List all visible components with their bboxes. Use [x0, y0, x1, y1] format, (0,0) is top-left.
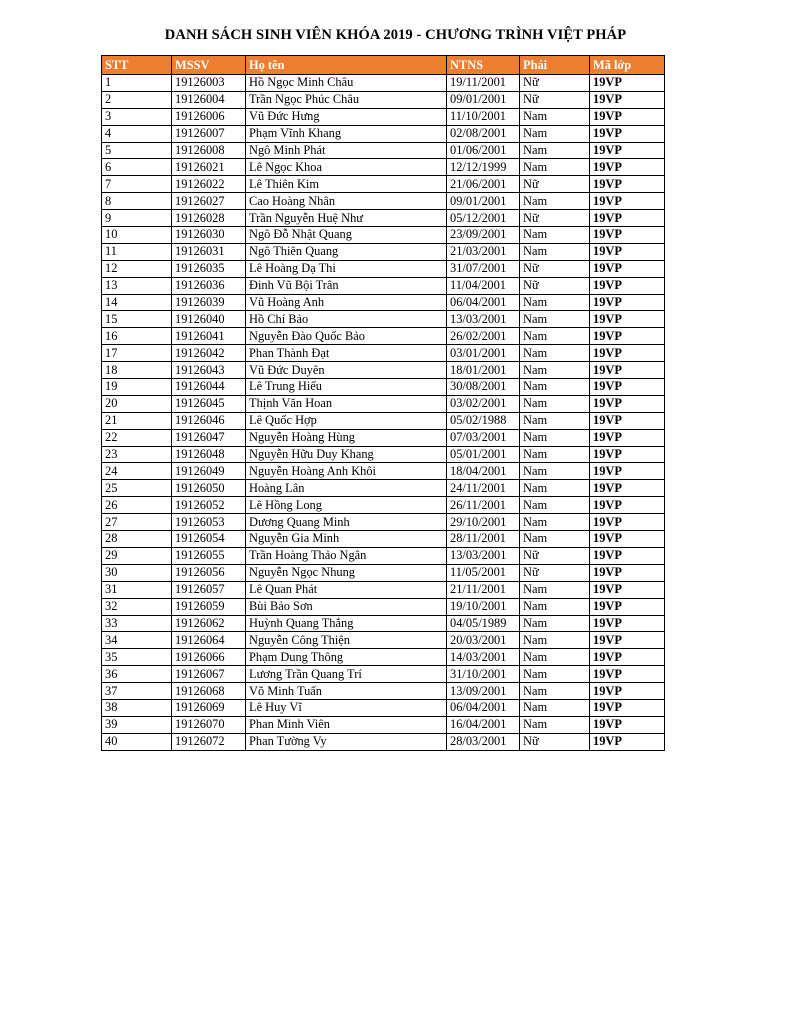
- cell-dob: 18/04/2001: [447, 463, 520, 480]
- cell-stt: 7: [102, 176, 172, 193]
- cell-stt: 38: [102, 699, 172, 716]
- cell-dob: 06/04/2001: [447, 294, 520, 311]
- cell-stt: 15: [102, 311, 172, 328]
- cell-name: Bùi Bảo Sơn: [246, 598, 447, 615]
- cell-dob: 11/04/2001: [447, 277, 520, 294]
- cell-stt: 8: [102, 193, 172, 210]
- cell-gender: Nam: [520, 615, 590, 632]
- cell-dob: 13/03/2001: [447, 311, 520, 328]
- cell-mssv: 19126072: [172, 733, 246, 750]
- cell-stt: 35: [102, 649, 172, 666]
- cell-name: Phạm Dung Thông: [246, 649, 447, 666]
- cell-dob: 16/04/2001: [447, 716, 520, 733]
- cell-stt: 29: [102, 547, 172, 564]
- cell-name: Trần Hoàng Thảo Ngân: [246, 547, 447, 564]
- cell-gender: Nam: [520, 716, 590, 733]
- cell-gender: Nam: [520, 531, 590, 548]
- cell-stt: 14: [102, 294, 172, 311]
- cell-dob: 05/12/2001: [447, 210, 520, 227]
- cell-dob: 31/07/2001: [447, 260, 520, 277]
- cell-gender: Nam: [520, 598, 590, 615]
- cell-class: 19VP: [590, 632, 665, 649]
- cell-gender: Nam: [520, 480, 590, 497]
- cell-mssv: 19126068: [172, 683, 246, 700]
- cell-name: Võ Minh Tuấn: [246, 683, 447, 700]
- cell-stt: 32: [102, 598, 172, 615]
- cell-stt: 31: [102, 581, 172, 598]
- cell-gender: Nam: [520, 142, 590, 159]
- table-row: [102, 446, 665, 463]
- cell-class: 19VP: [590, 243, 665, 260]
- cell-stt: 36: [102, 666, 172, 683]
- cell-dob: 19/11/2001: [447, 75, 520, 92]
- cell-name: Ngô Minh Phát: [246, 142, 447, 159]
- cell-stt: 33: [102, 615, 172, 632]
- cell-mssv: 19126035: [172, 260, 246, 277]
- cell-dob: 07/03/2001: [447, 429, 520, 446]
- cell-name: Hoàng Lân: [246, 480, 447, 497]
- cell-class: 19VP: [590, 649, 665, 666]
- cell-mssv: 19126030: [172, 227, 246, 244]
- cell-name: Hồ Chí Bảo: [246, 311, 447, 328]
- cell-class: 19VP: [590, 683, 665, 700]
- cell-class: 19VP: [590, 581, 665, 598]
- cell-name: Nguyễn Công Thiện: [246, 632, 447, 649]
- cell-class: 19VP: [590, 159, 665, 176]
- column-header-class: Mã lớp: [590, 56, 665, 75]
- cell-class: 19VP: [590, 125, 665, 142]
- cell-class: 19VP: [590, 699, 665, 716]
- cell-gender: Nam: [520, 193, 590, 210]
- cell-class: 19VP: [590, 379, 665, 396]
- cell-gender: Nam: [520, 311, 590, 328]
- cell-class: 19VP: [590, 362, 665, 379]
- table-row: [102, 260, 665, 277]
- cell-mssv: 19126004: [172, 91, 246, 108]
- cell-name: Lê Trung Hiếu: [246, 379, 447, 396]
- cell-class: 19VP: [590, 446, 665, 463]
- cell-mssv: 19126067: [172, 666, 246, 683]
- cell-name: Lê Quốc Hợp: [246, 412, 447, 429]
- cell-mssv: 19126066: [172, 649, 246, 666]
- cell-gender: Nam: [520, 159, 590, 176]
- cell-gender: Nữ: [520, 733, 590, 750]
- cell-gender: Nam: [520, 463, 590, 480]
- cell-name: Nguyễn Hoàng Anh Khôi: [246, 463, 447, 480]
- cell-stt: 28: [102, 531, 172, 548]
- cell-class: 19VP: [590, 564, 665, 581]
- cell-mssv: 19126056: [172, 564, 246, 581]
- cell-gender: Nữ: [520, 210, 590, 227]
- cell-gender: Nam: [520, 345, 590, 362]
- table-row: [102, 733, 665, 750]
- cell-dob: 28/11/2001: [447, 531, 520, 548]
- cell-stt: 22: [102, 429, 172, 446]
- table-body: [102, 75, 665, 751]
- cell-stt: 3: [102, 108, 172, 125]
- cell-name: Nguyễn Hoàng Hùng: [246, 429, 447, 446]
- cell-class: 19VP: [590, 227, 665, 244]
- cell-class: 19VP: [590, 531, 665, 548]
- table-row: [102, 716, 665, 733]
- cell-name: Lê Hồng Long: [246, 497, 447, 514]
- cell-mssv: 19126039: [172, 294, 246, 311]
- cell-dob: 26/11/2001: [447, 497, 520, 514]
- cell-class: 19VP: [590, 75, 665, 92]
- table-row: [102, 210, 665, 227]
- cell-dob: 21/06/2001: [447, 176, 520, 193]
- cell-mssv: 19126006: [172, 108, 246, 125]
- cell-dob: 05/02/1988: [447, 412, 520, 429]
- cell-mssv: 19126031: [172, 243, 246, 260]
- cell-gender: Nam: [520, 108, 590, 125]
- column-header-dob: NTNS: [447, 56, 520, 75]
- cell-class: 19VP: [590, 666, 665, 683]
- cell-gender: Nam: [520, 412, 590, 429]
- cell-gender: Nam: [520, 683, 590, 700]
- cell-class: 19VP: [590, 311, 665, 328]
- cell-gender: Nam: [520, 514, 590, 531]
- cell-gender: Nam: [520, 294, 590, 311]
- cell-dob: 21/11/2001: [447, 581, 520, 598]
- cell-dob: 11/10/2001: [447, 108, 520, 125]
- table-row: [102, 243, 665, 260]
- table-row: [102, 497, 665, 514]
- cell-mssv: 19126008: [172, 142, 246, 159]
- cell-dob: 02/08/2001: [447, 125, 520, 142]
- cell-dob: 09/01/2001: [447, 193, 520, 210]
- table-row: [102, 531, 665, 548]
- cell-name: Cao Hoàng Nhân: [246, 193, 447, 210]
- cell-stt: 16: [102, 328, 172, 345]
- cell-mssv: 19126045: [172, 395, 246, 412]
- table-row: [102, 328, 665, 345]
- cell-dob: 23/09/2001: [447, 227, 520, 244]
- table-row: [102, 429, 665, 446]
- cell-mssv: 19126003: [172, 75, 246, 92]
- cell-class: 19VP: [590, 294, 665, 311]
- cell-name: Nguyễn Đào Quốc Bảo: [246, 328, 447, 345]
- cell-gender: Nam: [520, 497, 590, 514]
- cell-gender: Nam: [520, 125, 590, 142]
- cell-stt: 26: [102, 497, 172, 514]
- cell-dob: 30/08/2001: [447, 379, 520, 396]
- table-row: [102, 699, 665, 716]
- cell-name: Vũ Hoàng Anh: [246, 294, 447, 311]
- cell-dob: 03/01/2001: [447, 345, 520, 362]
- table-row: [102, 412, 665, 429]
- cell-mssv: 19126069: [172, 699, 246, 716]
- cell-name: Thịnh Văn Hoan: [246, 395, 447, 412]
- table-row: [102, 91, 665, 108]
- cell-name: Nguyễn Gia Minh: [246, 531, 447, 548]
- cell-stt: 19: [102, 379, 172, 396]
- cell-class: 19VP: [590, 210, 665, 227]
- table-row: [102, 615, 665, 632]
- cell-mssv: 19126064: [172, 632, 246, 649]
- cell-name: Đinh Vũ Bội Trân: [246, 277, 447, 294]
- cell-class: 19VP: [590, 395, 665, 412]
- cell-dob: 06/04/2001: [447, 699, 520, 716]
- cell-name: Ngô Thiên Quang: [246, 243, 447, 260]
- cell-class: 19VP: [590, 716, 665, 733]
- cell-gender: Nữ: [520, 75, 590, 92]
- cell-dob: 26/02/2001: [447, 328, 520, 345]
- cell-stt: 10: [102, 227, 172, 244]
- cell-name: Dương Quang Minh: [246, 514, 447, 531]
- table-row: [102, 547, 665, 564]
- cell-gender: Nam: [520, 362, 590, 379]
- table-row: [102, 108, 665, 125]
- cell-gender: Nữ: [520, 91, 590, 108]
- cell-gender: Nam: [520, 632, 590, 649]
- cell-class: 19VP: [590, 733, 665, 750]
- cell-stt: 24: [102, 463, 172, 480]
- cell-stt: 27: [102, 514, 172, 531]
- cell-mssv: 19126057: [172, 581, 246, 598]
- cell-mssv: 19126062: [172, 615, 246, 632]
- cell-stt: 1: [102, 75, 172, 92]
- cell-dob: 01/06/2001: [447, 142, 520, 159]
- cell-dob: 12/12/1999: [447, 159, 520, 176]
- cell-mssv: 19126059: [172, 598, 246, 615]
- table-row: [102, 581, 665, 598]
- cell-gender: Nữ: [520, 277, 590, 294]
- cell-class: 19VP: [590, 142, 665, 159]
- cell-mssv: 19126050: [172, 480, 246, 497]
- cell-stt: 39: [102, 716, 172, 733]
- cell-mssv: 19126053: [172, 514, 246, 531]
- cell-dob: 24/11/2001: [447, 480, 520, 497]
- cell-mssv: 19126070: [172, 716, 246, 733]
- cell-stt: 25: [102, 480, 172, 497]
- cell-mssv: 19126040: [172, 311, 246, 328]
- table-row: [102, 142, 665, 159]
- cell-stt: 2: [102, 91, 172, 108]
- cell-stt: 4: [102, 125, 172, 142]
- cell-mssv: 19126049: [172, 463, 246, 480]
- cell-dob: 31/10/2001: [447, 666, 520, 683]
- cell-name: Lê Ngọc Khoa: [246, 159, 447, 176]
- cell-stt: 34: [102, 632, 172, 649]
- table-row: [102, 632, 665, 649]
- cell-stt: 20: [102, 395, 172, 412]
- table-row: [102, 683, 665, 700]
- cell-gender: Nam: [520, 446, 590, 463]
- cell-name: Phan Thành Đạt: [246, 345, 447, 362]
- table-row: [102, 125, 665, 142]
- cell-name: Lê Quan Phát: [246, 581, 447, 598]
- cell-dob: 20/03/2001: [447, 632, 520, 649]
- cell-mssv: 19126022: [172, 176, 246, 193]
- cell-gender: Nữ: [520, 176, 590, 193]
- cell-name: Lê Hoàng Dạ Thi: [246, 260, 447, 277]
- cell-gender: Nam: [520, 429, 590, 446]
- cell-class: 19VP: [590, 260, 665, 277]
- table-row: [102, 564, 665, 581]
- table-row: [102, 514, 665, 531]
- cell-class: 19VP: [590, 463, 665, 480]
- table-row: [102, 480, 665, 497]
- table-row: [102, 345, 665, 362]
- cell-mssv: 19126042: [172, 345, 246, 362]
- table-row: [102, 395, 665, 412]
- cell-class: 19VP: [590, 108, 665, 125]
- cell-stt: 12: [102, 260, 172, 277]
- cell-class: 19VP: [590, 480, 665, 497]
- page-title: DANH SÁCH SINH VIÊN KHÓA 2019 - CHƯƠNG TRÌNH VIỆT PHÁP: [164, 27, 627, 43]
- cell-stt: 21: [102, 412, 172, 429]
- cell-mssv: 19126036: [172, 277, 246, 294]
- cell-dob: 13/09/2001: [447, 683, 520, 700]
- cell-mssv: 19126027: [172, 193, 246, 210]
- cell-stt: 9: [102, 210, 172, 227]
- student-table: [101, 55, 665, 751]
- cell-class: 19VP: [590, 193, 665, 210]
- cell-class: 19VP: [590, 176, 665, 193]
- cell-mssv: 19126054: [172, 531, 246, 548]
- cell-mssv: 19126043: [172, 362, 246, 379]
- cell-class: 19VP: [590, 91, 665, 108]
- cell-class: 19VP: [590, 497, 665, 514]
- cell-dob: 11/05/2001: [447, 564, 520, 581]
- table-row: [102, 227, 665, 244]
- cell-stt: 11: [102, 243, 172, 260]
- cell-gender: Nữ: [520, 260, 590, 277]
- cell-name: Nguyễn Hữu Duy Khang: [246, 446, 447, 463]
- cell-dob: 18/01/2001: [447, 362, 520, 379]
- cell-stt: 13: [102, 277, 172, 294]
- column-header-mssv: MSSV: [172, 56, 246, 75]
- cell-dob: 28/03/2001: [447, 733, 520, 750]
- table-row: [102, 649, 665, 666]
- cell-dob: 14/03/2001: [447, 649, 520, 666]
- cell-mssv: 19126048: [172, 446, 246, 463]
- table-row: [102, 176, 665, 193]
- cell-mssv: 19126041: [172, 328, 246, 345]
- column-header-gender: Phái: [520, 56, 590, 75]
- cell-gender: Nam: [520, 243, 590, 260]
- table-row: [102, 379, 665, 396]
- cell-gender: Nam: [520, 699, 590, 716]
- cell-dob: 19/10/2001: [447, 598, 520, 615]
- cell-name: Trần Ngọc Phúc Châu: [246, 91, 447, 108]
- cell-stt: 6: [102, 159, 172, 176]
- cell-name: Lê Thiên Kim: [246, 176, 447, 193]
- cell-stt: 18: [102, 362, 172, 379]
- column-header-name: Họ tên: [246, 56, 447, 75]
- table-row: [102, 463, 665, 480]
- cell-mssv: 19126007: [172, 125, 246, 142]
- cell-mssv: 19126028: [172, 210, 246, 227]
- cell-name: Trần Nguyễn Huệ Như: [246, 210, 447, 227]
- cell-name: Vũ Đức Duyên: [246, 362, 447, 379]
- table-row: [102, 598, 665, 615]
- cell-dob: 13/03/2001: [447, 547, 520, 564]
- cell-name: Nguyễn Ngọc Nhung: [246, 564, 447, 581]
- cell-dob: 03/02/2001: [447, 395, 520, 412]
- cell-class: 19VP: [590, 547, 665, 564]
- cell-dob: 21/03/2001: [447, 243, 520, 260]
- cell-gender: Nữ: [520, 547, 590, 564]
- cell-gender: Nam: [520, 227, 590, 244]
- cell-class: 19VP: [590, 277, 665, 294]
- cell-mssv: 19126021: [172, 159, 246, 176]
- cell-class: 19VP: [590, 412, 665, 429]
- cell-class: 19VP: [590, 598, 665, 615]
- table-row: [102, 75, 665, 92]
- cell-name: Huỳnh Quang Thắng: [246, 615, 447, 632]
- cell-stt: 5: [102, 142, 172, 159]
- cell-dob: 05/01/2001: [447, 446, 520, 463]
- cell-dob: 29/10/2001: [447, 514, 520, 531]
- cell-mssv: 19126046: [172, 412, 246, 429]
- cell-stt: 30: [102, 564, 172, 581]
- cell-gender: Nam: [520, 328, 590, 345]
- cell-name: Phan Minh Viên: [246, 716, 447, 733]
- cell-class: 19VP: [590, 345, 665, 362]
- cell-class: 19VP: [590, 615, 665, 632]
- cell-mssv: 19126052: [172, 497, 246, 514]
- cell-class: 19VP: [590, 429, 665, 446]
- cell-name: Lương Trần Quang Trí: [246, 666, 447, 683]
- cell-name: Phạm Vĩnh Khang: [246, 125, 447, 142]
- table-row: [102, 294, 665, 311]
- cell-stt: 17: [102, 345, 172, 362]
- cell-name: Phan Tường Vy: [246, 733, 447, 750]
- cell-stt: 23: [102, 446, 172, 463]
- cell-gender: Nam: [520, 666, 590, 683]
- cell-mssv: 19126055: [172, 547, 246, 564]
- cell-name: Lê Huy Vĩ: [246, 699, 447, 716]
- cell-name: Ngô Đỗ Nhật Quang: [246, 227, 447, 244]
- table-row: [102, 362, 665, 379]
- table-row: [102, 311, 665, 328]
- cell-mssv: 19126047: [172, 429, 246, 446]
- cell-dob: 09/01/2001: [447, 91, 520, 108]
- cell-gender: Nam: [520, 395, 590, 412]
- table-header-row: [102, 56, 665, 75]
- table-row: [102, 666, 665, 683]
- cell-gender: Nam: [520, 581, 590, 598]
- cell-stt: 37: [102, 683, 172, 700]
- cell-class: 19VP: [590, 328, 665, 345]
- table-row: [102, 159, 665, 176]
- cell-gender: Nam: [520, 379, 590, 396]
- cell-gender: Nam: [520, 649, 590, 666]
- cell-mssv: 19126044: [172, 379, 246, 396]
- cell-gender: Nữ: [520, 564, 590, 581]
- cell-name: Vũ Đức Hưng: [246, 108, 447, 125]
- column-header-stt: STT: [102, 56, 172, 75]
- table-row: [102, 277, 665, 294]
- cell-name: Hồ Ngọc Minh Châu: [246, 75, 447, 92]
- cell-dob: 04/05/1989: [447, 615, 520, 632]
- cell-class: 19VP: [590, 514, 665, 531]
- cell-stt: 40: [102, 733, 172, 750]
- table-row: [102, 193, 665, 210]
